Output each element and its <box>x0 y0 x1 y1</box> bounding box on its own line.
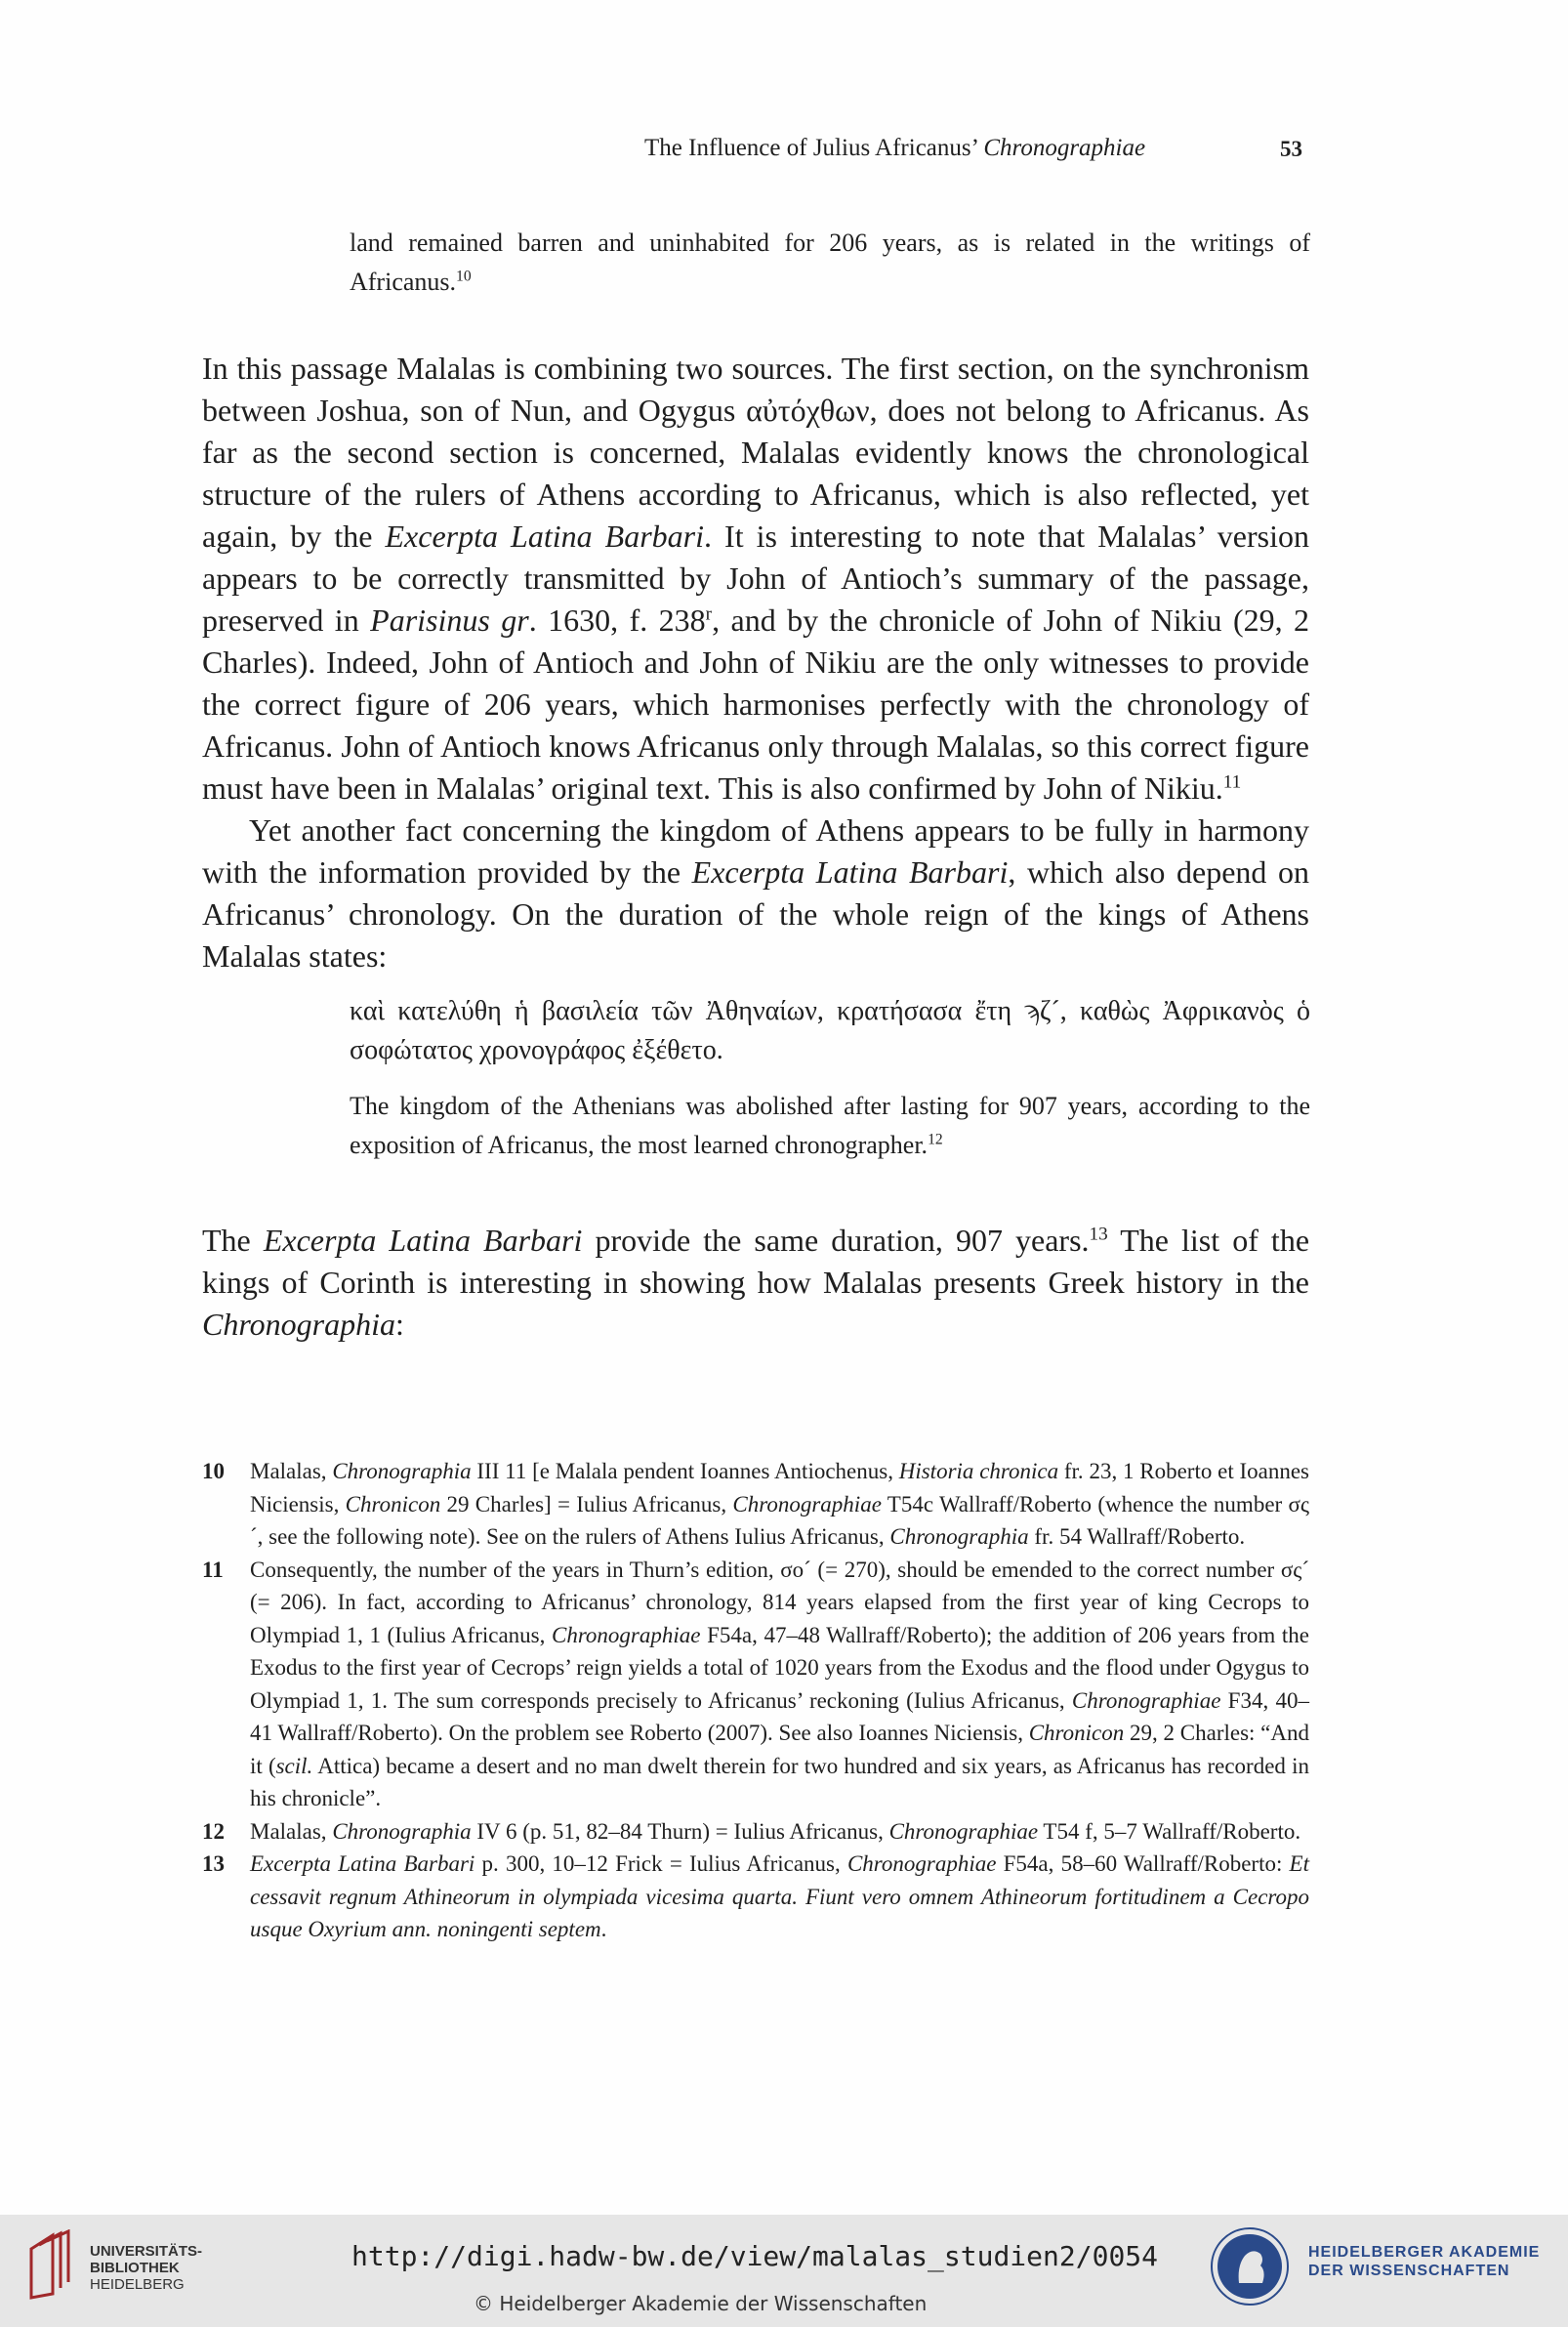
footnote-text: F34, 40–41 Wallraff/Roberto). On the problem see Roberto (2007). See also Ioannes Niciensis, <box>250 1687 1309 1745</box>
footnote-text: Consequently, the number of the years in Thurn’s edition, σο´ (= 270), should be emended to the correct number σς´ (= 206). In fact, according to Africanus’ chronology, 814 years elapsed from the first year of king Cecrops to Olympiad 1, 1 (Iulius Africanus, <box>250 1557 1309 1647</box>
footnote-13 <box>202 1848 1309 1946</box>
block-quote <box>350 224 1310 302</box>
greek-quote: καὶ κατελύθη ἡ βασιλεία τῶν Ἀθηναίων, κρατήσασα ἔτη ϡζ´, καθὼς Ἀφρικανὸς ὁ σοφώτατος χρονογράφος ἐξέθετο. <box>350 996 1310 1065</box>
running-title-italic: Chronographiae <box>983 135 1146 161</box>
footnote-text: fr. 54 Wallraff/Roberto. <box>1028 1524 1246 1549</box>
footnote-italic: Historia chronica <box>898 1459 1059 1483</box>
footnote-italic: Et cessavit regnum Athineorum in olympiada vicesima quarta. Fiunt vero omnem Athineorum fortitudinem a Cecropo usque Oxyrium ann. noningenti septem <box>250 1851 1309 1941</box>
text-span: Yet another fact concerning the kingdom of Athens appears to be fully in harmony with the information provided by the <box>202 812 1309 890</box>
footnote-italic: Chronographiae <box>551 1622 701 1647</box>
footnote-10 <box>202 1455 1309 1554</box>
text-span: provide the same duration, 907 years. <box>582 1223 1090 1258</box>
running-title-text: The Influence of Julius Africanus’ <box>644 135 984 161</box>
source-url-link[interactable]: http://digi.hadw-bw.de/view/malalas_studien2/0054 <box>351 2240 1159 2272</box>
text-span: , which also depend on Africanus’ chronology. On the duration of the whole reign of the kings of Athens Malalas states: <box>202 854 1310 974</box>
italic-span: Chronographia <box>202 1307 395 1342</box>
footnote-italic: Chronicon <box>1028 1721 1125 1745</box>
running-title <box>644 135 1145 162</box>
footnote-italic: Chronographia <box>332 1459 472 1483</box>
italic-span: Excerpta Latina Barbari <box>263 1223 583 1258</box>
superscript: r <box>705 603 713 625</box>
footnote-text: IV 6 (p. 51, 82–84 Thurn) = Iulius Africanus, <box>471 1818 889 1844</box>
footnote-text: T54 f, 5–7 Wallraff/Roberto. <box>1038 1818 1301 1844</box>
footnote-text: III 11 [e Malala pendent Ioannes Antiochenus, <box>471 1459 899 1483</box>
footnote-text: T54c Wallraff/Roberto (whence the number σς´, see the following note). See on the rulers of Athens Iulius Africanus, <box>250 1491 1309 1549</box>
footnote-italic: Chronographia <box>889 1524 1029 1549</box>
footnote-number: 10 <box>202 1459 225 1483</box>
footnote-number: 13 <box>202 1851 225 1876</box>
footnote-text: fr. 23, 1 Roberto et Ioannes Niciensis, <box>250 1459 1310 1517</box>
footnote-text: . <box>600 1917 607 1941</box>
footnote-11 <box>202 1554 1309 1815</box>
library-logo-icon[interactable] <box>23 2229 82 2302</box>
footnotes <box>202 1455 1309 1946</box>
footnote-text: Attica) became a desert and no man dwelt therein for two hundred and six years, as Africanus has recorded in his chronicle”. <box>250 1753 1309 1810</box>
footnote-italic: Excerpta Latina Barbari <box>250 1851 475 1876</box>
footnote-italic: Chronicon <box>345 1491 441 1517</box>
library-line: HEIDELBERG <box>90 2276 185 2293</box>
footnote-number: 11 <box>202 1557 224 1582</box>
italic-span: Parisinus gr <box>370 603 529 638</box>
block-quote-text: land remained barren and uninhabited for 206 years, as is related in the writings of Africanus. <box>350 229 1310 296</box>
main-text <box>202 348 1309 977</box>
footnote-text: Malalas, <box>250 1818 333 1844</box>
text-span: The list of the kings of Corinth is interesting in showing how Malalas presents Greek history in the <box>202 1223 1310 1300</box>
page-number: 53 <box>1280 137 1302 161</box>
footnote-italic: Chronographiae <box>732 1491 882 1517</box>
academy-line: DER WISSENSCHAFTEN <box>1308 2263 1510 2279</box>
copyright-text: © Heidelberger Akademie der Wissenschaften <box>474 2292 928 2315</box>
text-span: : <box>394 1307 404 1342</box>
footnote-ref: 13 <box>1089 1224 1108 1245</box>
library-line: UNIVERSITÄTS- <box>90 2243 203 2260</box>
footnote-ref: 12 <box>928 1131 943 1148</box>
footnote-number: 12 <box>202 1818 225 1844</box>
footnote-text: 29, 2 Charles: “And it ( <box>250 1721 1309 1778</box>
library-name <box>90 2243 202 2293</box>
academy-line: HEIDELBERGER AKADEMIE <box>1308 2244 1541 2261</box>
italic-span: Excerpta Latina Barbari <box>691 854 1009 890</box>
footnote-text: p. 300, 10–12 Frick = Iulius Africanus, <box>475 1851 847 1876</box>
footnote-ref: 10 <box>456 268 472 285</box>
italic-span: Excerpta Latina Barbari <box>385 519 704 554</box>
footnote-text: F54a, 58–60 Wallraff/Roberto: <box>996 1851 1290 1876</box>
footnote-italic: Chronographia <box>332 1818 472 1844</box>
library-line: BIBLIOTHEK <box>90 2260 180 2276</box>
footnote-italic: Chronographiae <box>1071 1687 1221 1713</box>
academy-name <box>1308 2243 1540 2280</box>
footnote-ref: 11 <box>1222 771 1242 793</box>
academy-seal-icon[interactable] <box>1210 2226 1290 2306</box>
translation-text: The kingdom of the Athenians was abolished after lasting for 907 years, according to the exposition of Africanus, the most learned chronographer. <box>350 1092 1310 1159</box>
text-span: . 1630, f. 238 <box>528 603 706 638</box>
footnote-12 <box>202 1815 1309 1849</box>
paragraph-2 <box>202 810 1309 977</box>
text-span: , and by the chronicle of John of Nikiu (29, 2 Charles). Indeed, John of Antioch and John of Nikiu are the only witnesses to provide the correct figure of 206 years, which harmonises perfectly with the chronology of Africanus. John of Antioch knows Africanus only through Malalas, so this correct figure must have been in Malalas’ original text. This is also confirmed by John of Nikiu. <box>202 603 1310 806</box>
footnote-text: 29 Charles] = Iulius Africanus, <box>440 1491 733 1517</box>
footnote-italic: Chronographiae <box>846 1851 997 1876</box>
paragraph-1 <box>202 348 1309 810</box>
text-span: In this passage Malalas is combining two sources. The first section, on the synchronism between Joshua, son of Nun, and Ogygus αὐτόχθων, does not belong to Africanus. As far as the second section is concerned, Malalas evidently knows the chronological structure of the rulers of Athens according to Africanus, which is also reflected, yet again, by the <box>202 351 1309 554</box>
paragraph-3 <box>202 1220 1309 1346</box>
footnote-italic: Chronographiae <box>888 1818 1039 1844</box>
translation-quote <box>350 1087 1310 1165</box>
footnote-text: F54a, 47–48 Wallraff/Roberto); the addition of 206 years from the Exodus to the first year of Cecrops’ reign yields a total of 1020 years from the Exodus and the flood under Ogygus to Olympiad 1, 1. The sum corresponds precisely to Africanus’ reckoning (Iulius Africanus, <box>250 1622 1309 1713</box>
footnote-italic: scil. <box>275 1753 313 1778</box>
text-span: . It is interesting to note that Malalas’ version appears to be correctly transmitted by John of Antioch’s summary of the passage, preserved in <box>202 519 1310 638</box>
footnote-text: Malalas, <box>250 1459 333 1483</box>
text-span: The <box>202 1223 264 1258</box>
